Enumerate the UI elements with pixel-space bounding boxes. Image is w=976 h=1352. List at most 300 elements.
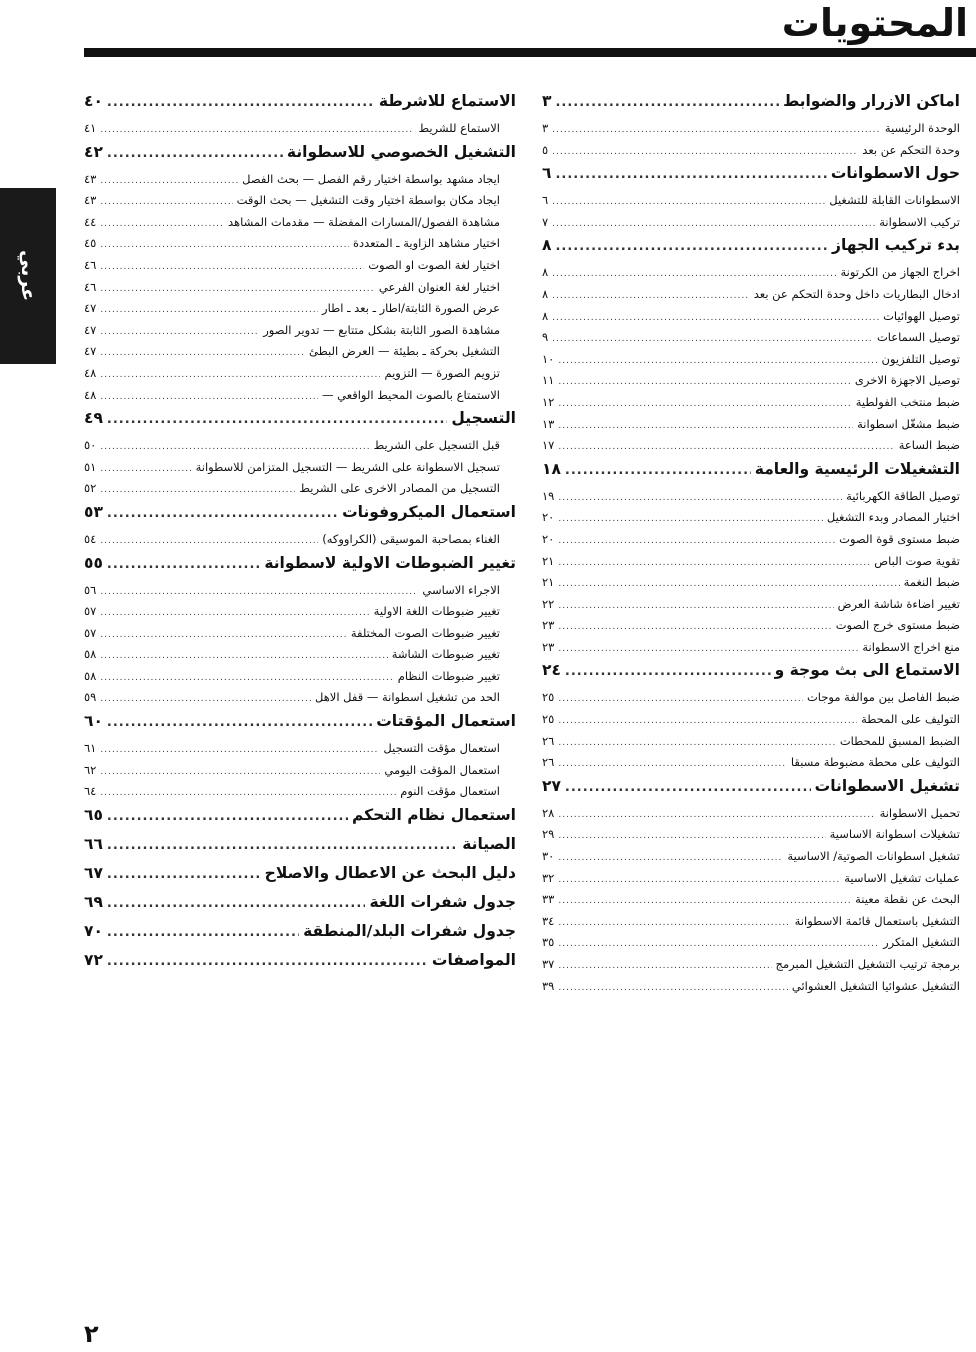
toc-subsection-entry: [542, 957, 960, 979]
toc-leader-dots: [558, 377, 851, 387]
toc-entry-page: ٤٩: [84, 409, 103, 428]
toc-entry-page: ٤٨: [84, 387, 97, 402]
toc-subsection-entry: [84, 366, 516, 388]
toc-section-entry: [542, 661, 960, 690]
toc-section-entry: [84, 835, 516, 864]
toc-entry-title: ضبط الساعة: [898, 438, 960, 453]
page-number: ٢: [84, 1320, 99, 1348]
toc-entry-title: ضبط مستوى خرج الصوت: [835, 618, 960, 633]
toc-leader-dots: [100, 788, 396, 798]
toc-subsection-entry: [84, 236, 516, 258]
toc-section-entry: [542, 164, 960, 193]
toc-subsection-entry: [542, 755, 960, 777]
toc-subsection-entry: [542, 193, 960, 215]
toc-entry-page: ٣٤: [542, 913, 555, 928]
toc-entry-title: استعمال المؤقت اليومي: [384, 762, 500, 777]
toc-subsection-entry: [84, 763, 516, 785]
toc-leader-dots: [100, 219, 224, 229]
toc-leader-dots: [558, 601, 833, 611]
toc-subsection-entry: [84, 280, 516, 302]
toc-subsection-entry: [542, 849, 960, 871]
toc-right-column: [542, 92, 960, 1000]
toc-section-entry: [84, 409, 516, 438]
toc-entry-title: استعمال نظام التحكم: [352, 805, 516, 824]
toc-subsection-entry: [542, 215, 960, 237]
toc-leader-dots: [558, 716, 857, 726]
toc-section-entry: [84, 864, 516, 893]
toc-leader-dots: [552, 313, 879, 323]
toc-entry-page: ١٠: [542, 351, 555, 366]
toc-entry-title: تغيير ضبوطات الصوت المختلفة: [350, 625, 500, 640]
toc-entry-title: تغيير ضبوطات النظام: [397, 668, 500, 683]
toc-entry-title: تحميل الاسطوانة: [879, 805, 960, 820]
toc-entry-page: ٣٥: [542, 935, 555, 950]
toc-entry-title: الاجراء الاساسي: [422, 582, 500, 597]
toc-leader-dots: [565, 664, 771, 679]
toc-entry-title: تزويم الصورة — التزويم: [384, 365, 500, 380]
toc-entry-page: ٦٤: [84, 784, 97, 799]
toc-leader-dots: [558, 622, 831, 632]
toc-entry-page: ٥٥: [84, 553, 103, 572]
toc-entry-page: ٧٢: [84, 950, 103, 969]
toc-entry-page: ٢٢: [542, 596, 555, 611]
toc-leader-dots: [558, 399, 851, 409]
toc-entry-page: ٨: [542, 308, 549, 323]
toc-entry-title: مشاهدة الصور الثابتة بشكل متتابع — تدوير الصور: [263, 322, 500, 337]
toc-section-entry: [84, 554, 516, 583]
toc-entry-page: ٢١: [542, 553, 555, 568]
toc-subsection-entry: [542, 373, 960, 395]
toc-entry-title: مشاهدة الفصول/المسارات المفضلة — مقدمات المشاهد: [228, 214, 500, 229]
toc-entry-title: برمجة ترتيب التشغيل التشغيل المبرمج: [775, 957, 960, 971]
toc-leader-dots: [558, 493, 842, 503]
toc-section-entry: [84, 806, 516, 835]
toc-entry-page: ٢٠: [542, 531, 555, 546]
toc-leader-dots: [100, 464, 191, 474]
toc-leader-dots: [100, 197, 232, 207]
toc-entry-page: ٦٩: [84, 892, 103, 911]
toc-entry-page: ٢٠: [542, 510, 555, 525]
toc-entry-page: ٦٦: [84, 834, 103, 853]
toc-leader-dots: [100, 392, 318, 402]
toc-entry-title: ادخال البطاريات داخل وحدة التحكم عن بعد: [753, 286, 960, 301]
toc-entry-page: ٨: [542, 236, 552, 255]
toc-leader-dots: [100, 745, 379, 755]
toc-leader-dots: [558, 983, 788, 993]
toc-entry-title: ضبط الفاصل بين موالفة موجات: [806, 690, 960, 705]
toc-subsection-entry: [542, 554, 960, 576]
toc-entry-page: ٦٥: [84, 805, 103, 824]
toc-entry-title: الصيانة: [462, 834, 516, 853]
toc-entry-page: ٢٩: [542, 827, 555, 842]
toc-subsection-entry: [542, 438, 960, 460]
toc-entry-title: عرض الصورة الثابتة/اطار ـ بعد ـ اطار: [322, 301, 500, 316]
toc-section-entry: [84, 143, 516, 172]
toc-leader-dots: [100, 651, 387, 661]
toc-leader-dots: [100, 370, 380, 380]
toc-entry-title: الحد من تشغيل اسطوانة — قفل الاهل: [314, 690, 500, 705]
toc-leader-dots: [558, 536, 835, 546]
toc-leader-dots: [100, 305, 318, 315]
toc-leader-dots: [107, 954, 428, 969]
toc-entry-title: التشغيل الخصوصي للاسطوانة: [286, 142, 516, 161]
toc-leader-dots: [107, 867, 261, 882]
toc-subsection-entry: [542, 827, 960, 849]
toc-entry-title: تشغيل الاسطوانات: [814, 776, 960, 795]
toc-subsection-entry: [542, 892, 960, 914]
language-tab-label: عربي: [17, 250, 39, 302]
language-tab: [0, 188, 56, 364]
toc-entry-page: ٨: [542, 286, 549, 301]
toc-entry-page: ٤٢: [84, 142, 103, 161]
toc-leader-dots: [552, 125, 881, 135]
toc-leader-dots: [565, 780, 811, 795]
toc-entry-page: ٦: [542, 193, 549, 208]
toc-leader-dots: [552, 334, 873, 344]
toc-entry-title: اماكن الازرار والضوابط: [783, 92, 960, 110]
toc-leader-dots: [100, 608, 369, 618]
toc-leader-dots: [107, 412, 448, 427]
toc-entry-page: ٣٣: [542, 892, 555, 907]
toc-leader-dots: [107, 838, 458, 853]
toc-leader-dots: [100, 442, 369, 452]
toc-entry-page: ٤٣: [84, 171, 97, 186]
toc-leader-dots: [100, 284, 375, 294]
toc-subsection-entry: [542, 417, 960, 439]
toc-entry-title: ضبط منتخب الفولطية: [855, 394, 960, 409]
toc-leader-dots: [100, 536, 318, 546]
toc-entry-page: ١٢: [542, 394, 555, 409]
toc-entry-title: اختيار لغة العنوان الفرعي: [378, 279, 500, 294]
toc-entry-page: ٤١: [84, 121, 97, 135]
toc-leader-dots: [558, 514, 823, 524]
toc-leader-dots: [552, 147, 858, 157]
toc-subsection-entry: [542, 871, 960, 893]
toc-leader-dots: [558, 875, 840, 885]
toc-entry-title: المواصفات: [431, 950, 516, 969]
toc-entry-page: ٢١: [542, 575, 555, 590]
toc-subsection-entry: [542, 121, 960, 143]
toc-entry-page: ٦٠: [84, 712, 103, 731]
toc-entry-page: ٦: [542, 164, 552, 183]
toc-entry-page: ٤٦: [84, 279, 97, 294]
toc-leader-dots: [107, 809, 348, 824]
toc-entry-title: جدول شفرات اللغة: [369, 892, 516, 911]
toc-leader-dots: [558, 759, 787, 769]
toc-leader-dots: [558, 579, 899, 589]
toc-subsection-entry: [84, 323, 516, 345]
toc-entry-page: ٤٦: [84, 257, 97, 272]
toc-entry-title: قبل التسجيل على الشريط: [373, 438, 500, 453]
toc-entry-page: ٥٩: [84, 690, 97, 705]
toc-section-entry: [84, 92, 516, 121]
toc-subsection-entry: [542, 532, 960, 554]
toc-leader-dots: [558, 853, 783, 863]
toc-entry-title: الاستماع للاشرطة: [378, 92, 516, 110]
toc-entry-title: اختيار لغة الصوت او الصوت: [368, 257, 500, 272]
toc-entry-title: التشغيل بحركة ـ بطيئة — العرض البطئ: [309, 344, 500, 359]
toc-entry-title: دليل البحث عن الاعطال والاصلاح: [264, 863, 516, 882]
toc-left-column: [84, 92, 516, 980]
toc-subsection-entry: [542, 597, 960, 619]
toc-leader-dots: [558, 421, 853, 431]
toc-leader-dots: [100, 630, 347, 640]
toc-leader-dots: [107, 506, 338, 521]
toc-entry-page: ٢٣: [542, 639, 555, 654]
toc-subsection-entry: [84, 193, 516, 215]
toc-subsection-entry: [542, 914, 960, 936]
toc-entry-page: ١٣: [542, 416, 555, 431]
toc-entry-page: ٣: [542, 121, 549, 135]
toc-subsection-entry: [542, 640, 960, 662]
toc-subsection-entry: [84, 481, 516, 503]
toc-entry-page: ٩: [542, 330, 549, 345]
toc-entry-title: الضبط المسبق للمحطات: [839, 733, 960, 748]
toc-entry-title: تغيير اضاءة شاشة العرض: [837, 596, 960, 611]
toc-section-entry: [542, 236, 960, 265]
toc-subsection-entry: [84, 460, 516, 482]
toc-subsection-entry: [84, 532, 516, 554]
toc-entry-page: ٥١: [84, 459, 97, 474]
toc-leader-dots: [107, 146, 283, 161]
toc-subsection-entry: [84, 215, 516, 237]
toc-entry-page: ٥٣: [84, 502, 103, 521]
toc-entry-title: الوحدة الرئيسية: [884, 121, 960, 135]
toc-entry-page: ٥٤: [84, 531, 97, 546]
toc-entry-page: ٢٦: [542, 755, 555, 770]
toc-entry-page: ٢٥: [542, 712, 555, 727]
toc-subsection-entry: [542, 330, 960, 352]
toc-entry-page: ١٧: [542, 438, 555, 453]
toc-entry-page: ٢٧: [542, 776, 561, 795]
toc-entry-page: ٣: [542, 92, 552, 110]
toc-leader-dots: [100, 240, 349, 250]
toc-leader-dots: [100, 327, 259, 337]
toc-entry-title: الغناء بمصاحبة الموسيقى (الكراووكه): [322, 531, 500, 546]
toc-entry-page: ٤٤: [84, 214, 97, 229]
toc-leader-dots: [558, 558, 870, 568]
toc-leader-dots: [100, 673, 393, 683]
toc-subsection-entry: [84, 121, 516, 143]
toc-leader-dots: [100, 262, 364, 272]
toc-leader-dots: [558, 442, 894, 452]
toc-subsection-entry: [542, 510, 960, 532]
toc-leader-dots: [100, 125, 414, 135]
toc-section-entry: [542, 777, 960, 806]
toc-entry-title: تغيير ضبوطات اللغة الاولية: [373, 604, 500, 619]
toc-subsection-entry: [542, 287, 960, 309]
toc-subsection-entry: [84, 784, 516, 806]
toc-entry-title: تغيير ضبوطات الشاشة: [391, 647, 500, 662]
toc-subsection-entry: [542, 143, 960, 165]
toc-subsection-entry: [84, 604, 516, 626]
toc-entry-page: ٧٠: [84, 921, 103, 940]
toc-subsection-entry: [84, 669, 516, 691]
toc-entry-page: ١٨: [542, 459, 561, 478]
toc-subsection-entry: [84, 626, 516, 648]
toc-section-entry: [542, 92, 960, 121]
toc-entry-page: ٤٧: [84, 322, 97, 337]
toc-entry-title: وحدة التحكم عن بعد: [862, 142, 960, 157]
toc-entry-title: التشغيل المتكرر: [883, 935, 960, 950]
toc-entry-page: ٢٤: [542, 661, 561, 680]
toc-entry-page: ٢٣: [542, 618, 555, 633]
toc-entry-title: ضبط مشغّل اسطوانة: [857, 416, 960, 431]
toc-entry-title: تشغيل اسطوانات الصوتية/ الاساسية: [787, 849, 960, 864]
toc-subsection-entry: [84, 388, 516, 410]
toc-leader-dots: [558, 831, 825, 841]
toc-entry-title: تقوية صوت الباص: [874, 553, 960, 568]
toc-entry-page: ١٩: [542, 488, 555, 503]
toc-entry-title: الاستماع للشريط: [418, 121, 500, 135]
toc-subsection-entry: [84, 344, 516, 366]
toc-leader-dots: [558, 694, 803, 704]
toc-entry-title: ايجاد مشهد بواسطة اختيار رقم الفصل — بحث الفصل: [242, 171, 500, 186]
toc-entry-title: استعمال مؤقت التسجيل: [383, 741, 500, 756]
toc-leader-dots: [100, 767, 380, 777]
toc-entry-page: ٥٢: [84, 481, 97, 496]
toc-entry-page: ٣٠: [542, 849, 555, 864]
toc-subsection-entry: [542, 352, 960, 374]
toc-entry-title: ضبط مستوى قوة الصوت: [839, 531, 960, 546]
toc-subsection-entry: [84, 172, 516, 194]
toc-entry-title: عمليات تشغيل الاساسية: [844, 870, 960, 885]
toc-leader-dots: [558, 939, 879, 949]
toc-section-entry: [542, 460, 960, 489]
toc-subsection-entry: [542, 575, 960, 597]
toc-entry-page: ٤٣: [84, 193, 97, 208]
toc-leader-dots: [552, 291, 750, 301]
toc-entry-title: تسجيل الاسطوانة على الشريط — التسجيل المتزامن للاسطوانة: [195, 459, 500, 474]
toc-entry-page: ٨: [542, 265, 549, 280]
toc-entry-title: الاسطوانات القابلة للتشغيل: [829, 193, 960, 208]
toc-subsection-entry: [84, 690, 516, 712]
toc-leader-dots: [558, 961, 771, 971]
toc-leader-dots: [100, 485, 295, 495]
toc-entry-page: ٦١: [84, 741, 97, 756]
toc-entry-title: التوليف على المحطة: [861, 712, 960, 727]
toc-leader-dots: [558, 810, 875, 820]
toc-entry-title: بدء تركيب الجهاز: [832, 236, 960, 255]
toc-section-entry: [84, 951, 516, 980]
toc-leader-dots: [558, 896, 851, 906]
toc-entry-page: ٥٨: [84, 647, 97, 662]
toc-leader-dots: [107, 557, 260, 572]
toc-leader-dots: [100, 694, 311, 704]
page-title: المحتويات: [781, 1, 968, 45]
toc-section-entry: [84, 712, 516, 741]
toc-leader-dots: [552, 219, 875, 229]
toc-subsection-entry: [542, 712, 960, 734]
toc-subsection-entry: [542, 489, 960, 511]
toc-leader-dots: [565, 463, 751, 478]
toc-entry-title: اختيار مشاهد الزاوية ـ المتعددة: [352, 236, 500, 251]
toc-entry-page: ٤٨: [84, 365, 97, 380]
toc-entry-title: التسجيل من المصادر الاخرى على الشريط: [299, 481, 500, 496]
toc-entry-title: حول الاسطوانات: [830, 164, 960, 183]
toc-leader-dots: [555, 167, 826, 182]
toc-leader-dots: [100, 176, 238, 186]
toc-leader-dots: [107, 925, 299, 940]
toc-subsection-entry: [542, 734, 960, 756]
toc-subsection-entry: [84, 583, 516, 605]
toc-leader-dots: [107, 95, 375, 110]
toc-subsection-entry: [542, 618, 960, 640]
toc-entry-title: استعمال مؤقت النوم: [400, 784, 500, 799]
toc-leader-dots: [558, 738, 835, 748]
toc-leader-dots: [100, 587, 418, 597]
toc-entry-title: التوليف على محطة مضبوطة مسبقا: [790, 755, 960, 770]
toc-entry-title: التشغيل عشوائيا التشغيل العشوائي: [791, 978, 960, 993]
toc-entry-page: ٥٦: [84, 582, 97, 597]
toc-subsection-entry: [542, 309, 960, 331]
toc-subsection-entry: [542, 979, 960, 1001]
toc-entry-page: ١١: [542, 373, 555, 388]
toc-entry-page: ٥٨: [84, 668, 97, 683]
toc-leader-dots: [552, 269, 836, 279]
toc-entry-page: ٥: [542, 142, 549, 157]
toc-subsection-entry: [542, 690, 960, 712]
toc-entry-page: ٤٠: [84, 92, 103, 110]
toc-section-entry: [84, 922, 516, 951]
toc-subsection-entry: [84, 258, 516, 280]
toc-entry-title: اخراج الجهاز من الكرتونة: [840, 265, 960, 280]
toc-leader-dots: [107, 715, 372, 730]
toc-entry-page: ٣٩: [542, 978, 555, 993]
toc-subsection-entry: [542, 395, 960, 417]
toc-entry-title: منع اخراج الاسطوانة: [862, 639, 960, 654]
toc-entry-page: ٤٥: [84, 236, 97, 251]
toc-subsection-entry: [84, 438, 516, 460]
toc-entry-title: توصيل الهوائيات: [883, 308, 960, 323]
toc-leader-dots: [100, 348, 305, 358]
toc-entry-page: ٥٧: [84, 604, 97, 619]
toc-leader-dots: [107, 896, 366, 911]
toc-entry-title: الاستماع الى بث موجة و: [774, 661, 960, 680]
toc-entry-page: ٣٧: [542, 957, 555, 971]
toc-entry-page: ٣٢: [542, 870, 555, 885]
toc-entry-page: ٦٢: [84, 762, 97, 777]
toc-subsection-entry: [542, 935, 960, 957]
toc-entry-title: ضبط النغمة: [903, 575, 960, 590]
toc-entry-page: ٤٧: [84, 301, 97, 316]
toc-entry-title: توصيل الطاقة الكهربائية: [846, 488, 960, 503]
toc-leader-dots: [558, 918, 790, 928]
toc-entry-page: ٦٧: [84, 863, 103, 882]
toc-entry-page: ٢٦: [542, 733, 555, 748]
toc-entry-page: ٥٠: [84, 438, 97, 453]
toc-entry-title: البحث عن نقطة معينة: [855, 892, 960, 907]
toc-entry-page: ٧: [542, 214, 549, 229]
toc-section-entry: [84, 503, 516, 532]
toc-entry-page: ٤٧: [84, 344, 97, 359]
toc-entry-title: تشغيلات اسطوانة الاساسية: [829, 827, 960, 842]
toc-entry-title: تركيب الاسطوانة: [879, 214, 960, 229]
toc-subsection-entry: [84, 647, 516, 669]
toc-leader-dots: [558, 644, 858, 654]
toc-entry-title: توصيل الاجهزة الاخرى: [854, 373, 960, 388]
toc-entry-title: التشغيلات الرئيسية والعامة: [754, 459, 960, 478]
toc-entry-title: اختيار المصادر وبدء التشغيل: [826, 510, 960, 525]
toc-entry-page: ٢٥: [542, 690, 555, 705]
toc-entry-title: التسجيل: [451, 409, 516, 428]
toc-entry-title: استعمال المؤقتات: [376, 712, 516, 731]
toc-subsection-entry: [542, 265, 960, 287]
toc-entry-title: توصيل التلفزيون: [881, 351, 960, 366]
title-rule: [84, 48, 976, 57]
toc-entry-title: توصيل السماعات: [876, 330, 960, 345]
toc-entry-title: استعمال الميكروفونات: [342, 502, 516, 521]
